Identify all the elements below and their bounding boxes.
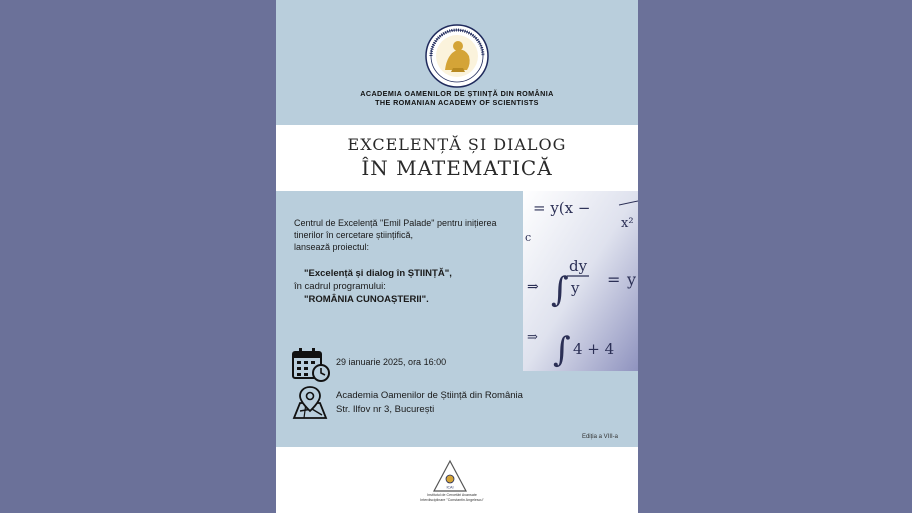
svg-text:dy: dy — [569, 257, 588, 275]
svg-text:c: c — [525, 231, 532, 244]
svg-text:x²: x² — [621, 216, 634, 231]
title-line-2: ÎN MATEMATICĂ — [361, 156, 553, 180]
project-name: "Excelență și dialog în ȘTIINȚĂ", — [304, 268, 452, 279]
calendar-clock-icon — [292, 348, 330, 382]
venue-address: Str. Ilfov nr 3, București — [336, 404, 435, 415]
project-framework: în cadrul programului: — [294, 281, 386, 292]
svg-text:y: y — [571, 279, 580, 297]
title-line-1: EXCELENȚĂ ȘI DIALOG — [347, 135, 567, 154]
svg-text:4 + 4: 4 + 4 — [573, 340, 615, 358]
intro-text — [294, 217, 516, 253]
footer-institute-text — [276, 493, 628, 503]
program-name: "ROMÂNIA CUNOAȘTERII". — [304, 294, 429, 305]
footer-band — [276, 447, 638, 513]
event-date: 29 ianuarie 2025, ora 16:00 — [336, 357, 447, 367]
svg-text:= y(x −: = y(x − — [533, 199, 591, 217]
poster — [276, 0, 638, 513]
academy-seal-icon — [425, 24, 489, 88]
svg-text:=: = — [607, 270, 621, 289]
academy-name-ro: ACADEMIA OAMENILOR DE ȘTIINȚĂ DIN ROMÂNIA — [360, 89, 554, 98]
intro-line-2: tinerilor în cercetare științifică, — [294, 230, 414, 240]
academy-name-en: THE ROMANIAN ACADEMY OF SCIENTISTS — [375, 98, 539, 107]
intro-line-3: lansează proiectul: — [294, 242, 370, 252]
svg-text:⇒: ⇒ — [527, 279, 539, 295]
map-pin-icon — [292, 385, 328, 419]
project-text — [294, 267, 452, 306]
icai-triangle-icon — [432, 459, 468, 493]
footer-line-2: Interdisciplinare "Constantin Angelescu" — [420, 498, 484, 502]
svg-text:y: y — [627, 270, 637, 289]
math-formulas-image — [523, 191, 638, 371]
svg-text:∫: ∫ — [551, 270, 569, 310]
svg-text:∫: ∫ — [553, 330, 571, 370]
edition-label: Ediția a VIII-a — [581, 434, 618, 440]
footer-line-1: Institutul de Cercetări Avansate — [427, 493, 477, 497]
icai-logo-text: ICAI — [446, 485, 454, 490]
event-venue — [336, 389, 523, 417]
svg-text:⇒: ⇒ — [527, 330, 538, 345]
intro-line-1: Centrul de Excelență "Emil Palade" pentru inițierea — [294, 218, 497, 228]
venue-name: Academia Oamenilor de Știință din România — [336, 390, 523, 401]
title-band — [276, 125, 638, 191]
